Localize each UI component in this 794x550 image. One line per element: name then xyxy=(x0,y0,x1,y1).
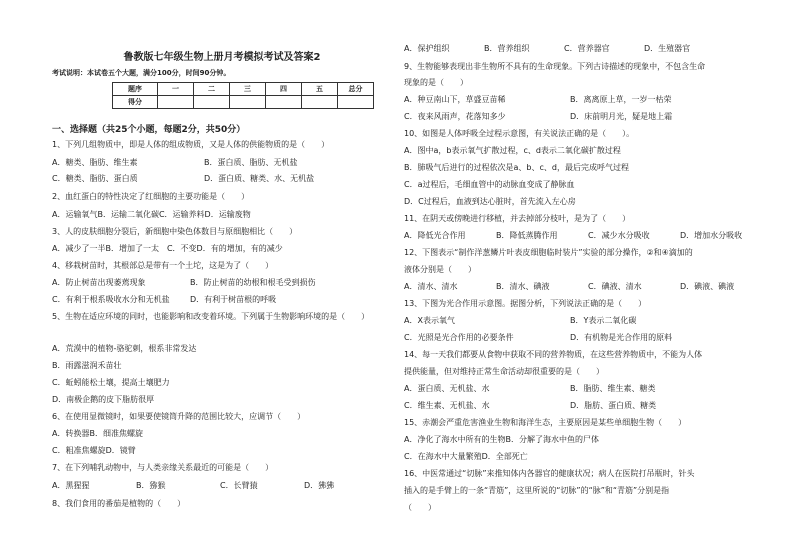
option: B．清水、碘液 xyxy=(496,282,550,291)
question-14: 14、每一天我们都要从食物中获取不同的营养物质，在这些营养物质中，不能为人体 xyxy=(404,350,703,359)
option: C．a过程后，毛细血管中的动脉血变成了静脉血 xyxy=(404,180,575,189)
score-header-cell: 二 xyxy=(194,83,230,96)
score-header-cell: 五 xyxy=(302,83,338,96)
option: C．有利于根系吸收水分和无机盐 xyxy=(52,295,170,304)
option: D．脂肪、蛋白质、糖类 xyxy=(570,401,657,410)
option: A．蛋白质、无机盐、水 xyxy=(404,384,490,393)
option: C．蚯蚓能松土壤，提高土壤肥力 xyxy=(52,378,170,387)
question-12: 12、下图表示“制作洋葱鳞片叶表皮细胞临时装片”实验的部分操作，②和④滴加的 xyxy=(404,248,693,257)
score-cell xyxy=(230,96,266,109)
option: C．在海水中大量繁殖D．全部死亡 xyxy=(404,452,528,461)
option: B．肺吸气后进行的过程依次是a、b、c、d，最后完成呼气过程 xyxy=(404,163,629,172)
option: A．保护组织 xyxy=(404,44,450,53)
option: C．减少水分吸收 xyxy=(588,231,650,240)
score-cell xyxy=(302,96,338,109)
score-header-cell: 总分 xyxy=(338,83,374,96)
score-header-cell: 四 xyxy=(266,83,302,96)
option: C．糖类、脂肪、蛋白质 xyxy=(52,174,138,183)
score-table xyxy=(112,82,374,109)
option: D．有利于树苗根的呼吸 xyxy=(190,295,277,304)
option: A．荒漠中的植物-骆驼刺，根系非常发达 xyxy=(52,344,197,353)
question-1: 1、下列几组物质中，即是人体的组成物质，又是人体的供能物质的是（ ） xyxy=(52,140,330,149)
option: A．黑猩猩 xyxy=(52,481,90,490)
option: D．C过程后，血液到达心脏时，首先流入左心房 xyxy=(404,197,576,206)
score-header-cell: 题序 xyxy=(113,83,158,96)
option: D．有机物是光合作用的原料 xyxy=(570,333,673,342)
question-16: 16、中医常通过“切脉”来推知体内各器官的健康状况；病人在医院打吊瓶时，针头 xyxy=(404,469,695,478)
option: B．降低蒸腾作用 xyxy=(496,231,558,240)
option: A．降低光合作用 xyxy=(404,231,466,240)
option: C．营养器官 xyxy=(564,44,610,53)
option: C．粗准焦螺旋D．镜臂 xyxy=(52,446,136,455)
option: B．猕猴 xyxy=(136,481,166,490)
option: A．图中a，b表示氧气扩散过程，c、d表示二氧化碳扩散过程 xyxy=(404,146,621,155)
score-table-header-row xyxy=(113,83,374,96)
option: B．蛋白质、脂肪、无机盐 xyxy=(204,158,298,167)
question-5: 5、生物在适应环境的同时，也能影响和改变着环境。下列属于生物影响环境的是（ ） xyxy=(52,312,370,321)
exam-note: 考试说明：本试卷五个大题，满分100分，时间90分钟。 xyxy=(52,69,231,77)
option: A．运输氧气B．运输二氧化碳C．运输养料D．运输废物 xyxy=(52,210,251,219)
option: A．X表示氧气 xyxy=(404,316,455,325)
question-14-cont: 提供能量，但对维持正常生命活动却很重要的是（ ） xyxy=(404,367,604,376)
score-header-cell: 三 xyxy=(230,83,266,96)
question-11: 11、在阴天或傍晚进行移植，并去掉部分枝叶，是为了（ ） xyxy=(404,214,631,223)
option: A．减少了一半B．增加了一太 C．不变D．有的增加，有的减少 xyxy=(52,244,283,253)
option: B．防止树苗的幼根和根毛受到损伤 xyxy=(190,278,316,287)
question-3: 3、人的皮肤细胞分裂后，新细胞中染色体数目与原细胞相比（ ） xyxy=(52,227,298,236)
option: A．糖类、脂肪、维生素 xyxy=(52,158,138,167)
score-cell xyxy=(158,96,194,109)
option: C．长臂猿 xyxy=(220,481,258,490)
score-table-row xyxy=(113,96,374,109)
option: D．狒狒 xyxy=(304,481,335,490)
option: A．清水、清水 xyxy=(404,282,458,291)
option: C．夜来风雨声，花落知多少 xyxy=(404,112,506,121)
option: D．生殖器官 xyxy=(644,44,691,53)
option: D．南极企鹅的皮下脂肪很厚 xyxy=(52,395,155,404)
option: C．碘液、清水 xyxy=(588,282,642,291)
option: D．增加水分吸收 xyxy=(680,231,743,240)
option: D．床前明月光，疑是地上霜 xyxy=(570,112,673,121)
question-7: 7、在下列哺乳动物中，与人类亲缘关系最近的可能是（ ） xyxy=(52,463,274,472)
option: B．离离原上草，一岁一枯荣 xyxy=(570,95,672,104)
option: A．净化了海水中所有的生物B．分解了海水中鱼的尸体 xyxy=(404,435,599,444)
question-6: 6、在使用显微镜时，如果要使镜筒升降的范围比较大，应调节（ ） xyxy=(52,412,306,421)
option: B．营养组织 xyxy=(484,44,530,53)
option: B．雨露滋润禾苗壮 xyxy=(52,361,122,370)
score-row-label: 得分 xyxy=(113,96,158,109)
question-15: 15、赤潮会严重危害渔业生物和海洋生态，主要原因是某些单细胞生物（ ） xyxy=(404,418,687,427)
score-cell xyxy=(266,96,302,109)
question-9-cont: 现象的是（ ） xyxy=(404,78,468,87)
exam-title: 鲁教版七年级生物上册月考模拟考试及答案2 xyxy=(123,52,321,63)
score-header-cell: 一 xyxy=(158,83,194,96)
option: D．蛋白质、糖类、水、无机盐 xyxy=(204,174,315,183)
score-cell xyxy=(194,96,230,109)
question-16-cont: 插入的是手臂上的一条“青筋”，这里所说的“切脉”的“脉”和“青筋”分别是指 xyxy=(404,486,670,495)
option: C．光照是光合作用的必要条件 xyxy=(404,333,514,342)
question-2: 2、血红蛋白的特性决定了红细胞的主要功能是（ ） xyxy=(52,192,250,201)
option: A．防止树苗出现萎蔫现象 xyxy=(52,278,146,287)
question-13: 13、下图为光合作用示意图。据图分析，下列说法正确的是（ ） xyxy=(404,299,647,308)
question-9: 9、生物能够表现出非生物所不具有的生命现象。下列古诗描述的现象中，不包含生命 xyxy=(404,62,706,71)
question-16-cont: （ ） xyxy=(404,503,436,512)
option: B．脂肪、维生素、糖类 xyxy=(570,384,656,393)
option: D．碘液、碘液 xyxy=(680,282,735,291)
question-4: 4、移栽树苗时，其根部总是带有一个土坨，这是为了（ ） xyxy=(52,261,274,270)
score-cell xyxy=(338,96,374,109)
question-12-cont: 液体分别是（ ） xyxy=(404,265,476,274)
option: A．种豆南山下，草盛豆苗稀 xyxy=(404,95,506,104)
question-8: 8、我们食用的番茄是植物的（ ） xyxy=(52,499,186,508)
option: A．转换器B．细准焦螺旋 xyxy=(52,429,143,438)
option: C．维生素、无机盐、水 xyxy=(404,401,490,410)
question-10: 10、如图是人体呼吸全过程示意图，有关说法正确的是（ ）。 xyxy=(404,129,635,138)
option: B．Y表示二氧化碳 xyxy=(570,316,637,325)
section-heading: 一、选择题（共25个小题，每题2分，共50分） xyxy=(52,125,246,135)
